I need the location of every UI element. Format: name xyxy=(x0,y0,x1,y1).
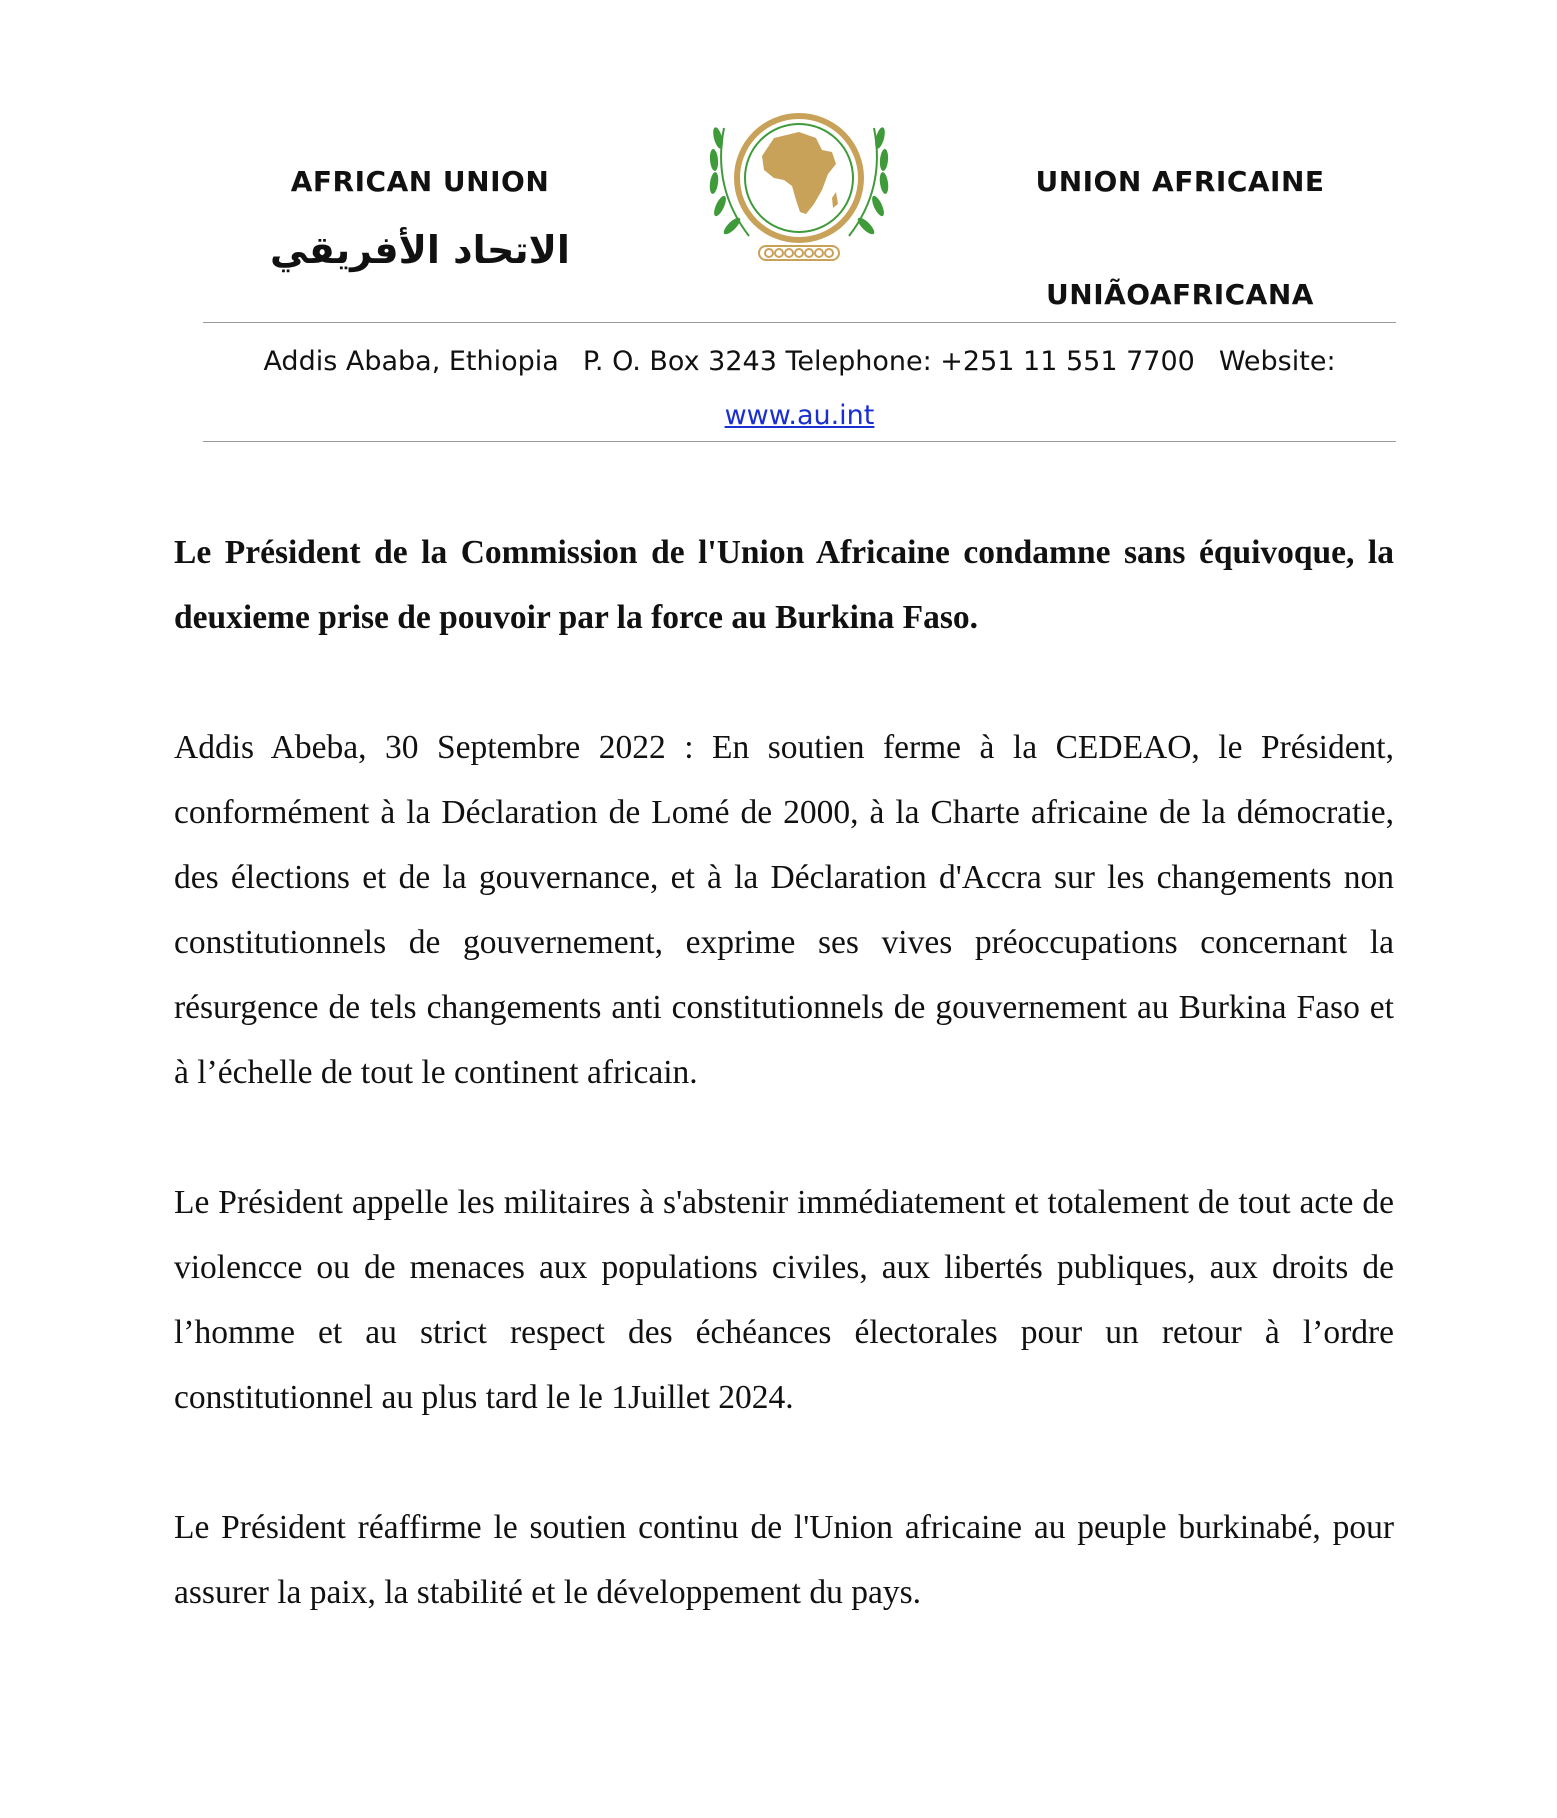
paragraph-1: Addis Abeba, 30 Septembre 2022 : En soutien ferme à la CEDEAO, le Président, conformément à la Déclaration de Lomé de 2000, à la Charte africaine de la démocratie, des élections et de la gouvernance, et à la Déclaration d'Accra sur les changements non constitutionnels de gouvernement, exprime ses vives préoccupations concernant la résurgence de tels changements anti constitutionnels de gouvernement au Burkina Faso et à l’échelle de tout le continent africain. xyxy=(174,729,1394,1091)
website-link[interactable]: www.au.int xyxy=(724,400,875,431)
contact-website-label: Website: xyxy=(1218,346,1336,377)
org-name-english: AFRICAN UNION xyxy=(290,165,550,198)
african-union-emblem-icon xyxy=(704,108,894,268)
document-title: Le Président de la Commission de l'Union Africaine condamne sans équivoque, la deuxieme prise de pouvoir par la force au Burkina Faso. xyxy=(174,534,1394,636)
contact-po-box: P. O. Box 3243 xyxy=(582,346,777,377)
paragraph-3: Le Président réaffirme le soutien continu de l'Union africaine au peuple burkinabé, pour assurer la paix, la stabilité et le développement du pays. xyxy=(174,1509,1394,1611)
org-name-french: UNION AFRICAINE xyxy=(1035,165,1325,198)
paragraph-2: Le Président appelle les militaires à s'abstenir immédiatement et totalement de tout acte de violencce ou de menaces aux populations civiles, aux libertés publiques, aux droits de l’homme et au strict respect des échéances électorales pour un retour à l’ordre constitutionnel au plus tard le le 1Juillet 2024. xyxy=(174,1184,1394,1416)
chain-links-icon xyxy=(759,246,839,260)
contact-telephone: Telephone: +251 11 551 7700 xyxy=(785,346,1195,377)
contact-city: Addis Ababa, Ethiopia xyxy=(263,346,559,377)
header-right xyxy=(1030,165,1330,311)
header-divider-top xyxy=(203,322,1396,323)
org-name-arabic: الاتحاد الأفريقي xyxy=(270,228,570,272)
contact-line xyxy=(203,335,1396,443)
org-name-portuguese: UNIÃOAFRICANA xyxy=(1046,278,1314,311)
header-divider-bottom xyxy=(203,441,1396,442)
document-body xyxy=(174,520,1394,1625)
header-left xyxy=(270,165,570,272)
